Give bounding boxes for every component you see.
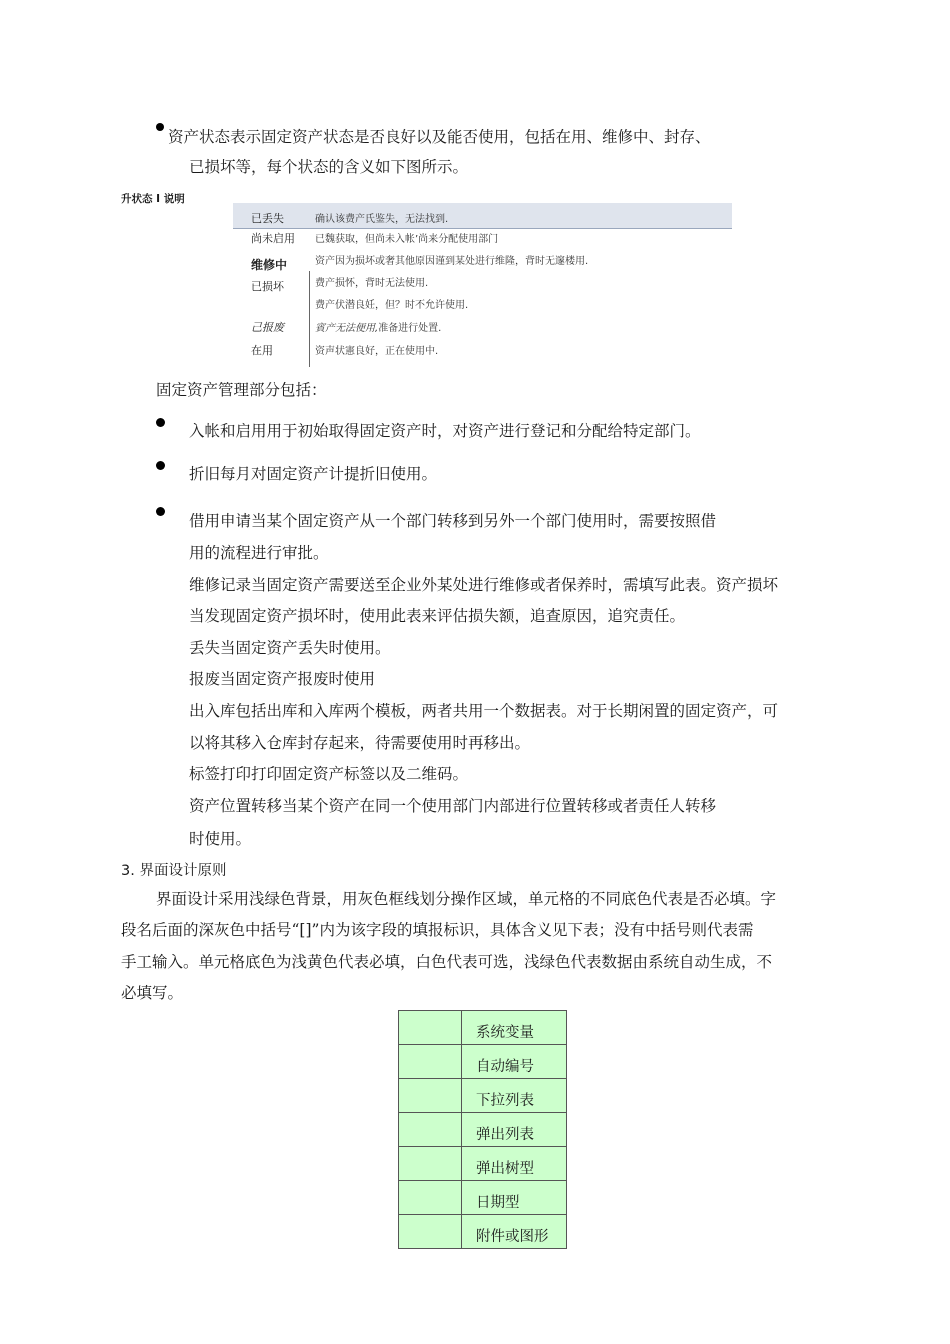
legend-row (399, 1045, 567, 1079)
management-line: 当发现固定资产损坏时，使用此表来评估损失额，追查原因，追究责任。 (189, 607, 686, 625)
status-name: 在用 (251, 344, 273, 357)
status-table (233, 203, 733, 368)
management-line: 标签打印打印固定资产标签以及二维码。 (189, 765, 469, 783)
management-line: 用的流程进行审批。 (189, 544, 329, 562)
management-heading: 固定资产管理部分包括： (156, 381, 327, 399)
legend-swatch (399, 1147, 462, 1181)
section-paragraph-line: 界面设计采用浅绿色背景，用灰色框线划分操作区域，单元格的不同底色代表是否必填。字 (156, 890, 777, 908)
management-line: 资产位置转移当某个资产在同一个使用部门内部进行位置转移或者责任人转移 (189, 797, 717, 815)
status-desc: 已魏获取，但尚未入帐’尚来分配使用部门 (315, 234, 499, 245)
management-line: 时使用。 (189, 830, 252, 848)
status-desc: 确认该费产氏鉴失，无法找到. (315, 214, 449, 225)
status-desc-italic: 賓产无法便用, (315, 323, 379, 334)
bullet-icon (156, 418, 165, 427)
status-name: 维修中 (251, 258, 288, 272)
status-desc: 资声状憲良好，正在使用中. (315, 346, 439, 357)
legend-table (398, 1010, 567, 1249)
status-name: 已损坏 (251, 280, 284, 293)
intro-line-1: 资产状态表示固定资产状态是否良好以及能否使用，包括在用、维修中、封存、 (168, 128, 711, 146)
legend-swatch (399, 1011, 462, 1045)
management-line: 报废当固定资产报废时使用 (189, 670, 376, 688)
legend-swatch (399, 1113, 462, 1147)
legend-label: 弹出列表 (462, 1113, 567, 1147)
bullet-icon (156, 507, 165, 516)
intro-line-2: 已损坏等，每个状态的含义如下图所示。 (189, 158, 469, 176)
legend-swatch (399, 1215, 462, 1249)
legend-label: 系统变量 (462, 1011, 567, 1045)
management-line: 丢失当固定资产丢失时使用。 (189, 639, 391, 657)
status-desc-row (315, 319, 441, 334)
status-table-caption: 升状态 I 说明 (121, 193, 185, 205)
legend-label: 自动编号 (462, 1045, 567, 1079)
section-paragraph-line: 手工输入。单元格底色为浅黄色代表必填，白色代表可选，浅绿色代表数据由系统自动生成，不 (121, 953, 773, 971)
bullet-icon (156, 123, 164, 131)
status-table-divider (309, 271, 310, 367)
legend-swatch (399, 1181, 462, 1215)
section-title: 3. 界面设计原则 (121, 863, 227, 879)
management-bullet: 入帐和启用用于初始取得固定资产时，对资产进行登记和分配给特定部门。 (189, 422, 701, 440)
status-name: 已丢失 (251, 212, 284, 225)
legend-label: 日期型 (462, 1181, 567, 1215)
status-name: 尚未启用 (251, 232, 295, 245)
status-table-header (233, 203, 732, 229)
management-bullet: 折旧每月对固定资产计提折旧使用。 (189, 465, 438, 483)
legend-row (399, 1215, 567, 1249)
management-bullet: 借用申请当某个固定资产从一个部门转移到另外一个部门使用时，需要按照借 (189, 512, 717, 530)
legend-row (399, 1079, 567, 1113)
bullet-icon (156, 461, 165, 470)
status-desc: 准备进行处置. (378, 323, 442, 334)
legend-label: 弹出树型 (462, 1147, 567, 1181)
status-desc: 费产伏潜良妊，但？时不允许使用. (315, 300, 469, 311)
legend-row (399, 1113, 567, 1147)
section-paragraph-line: 必填写。 (121, 984, 184, 1002)
management-line: 维修记录当固定资产需要送至企业外某处进行维修或者保养时，需填写此表。资产损坏 (189, 576, 779, 594)
legend-row (399, 1147, 567, 1181)
status-desc: 费产损怀，背时无法使用. (315, 278, 429, 289)
legend-row (399, 1011, 567, 1045)
legend-label: 附件或图形 (462, 1215, 567, 1249)
legend-label: 下拉列表 (462, 1079, 567, 1113)
management-line: 出入库包括出库和入库两个模板，两者共用一个数据表。对于长期闲置的固定资产，可 (189, 702, 779, 720)
legend-row (399, 1181, 567, 1215)
legend-swatch (399, 1045, 462, 1079)
status-desc: 资产因为损坏或奢其他原因谨到某处进行维隆，背时无邃楼用. (315, 256, 589, 267)
management-line: 以将其移入仓库封存起来，待需要使用时再移出。 (189, 734, 531, 752)
status-name: 己报废 (251, 321, 284, 334)
section-paragraph-line: 段名后面的深灰色中括号“[]”内为该字段的填报标识，具体含义见下表；没有中括号则代表需 (121, 921, 754, 939)
legend-swatch (399, 1079, 462, 1113)
